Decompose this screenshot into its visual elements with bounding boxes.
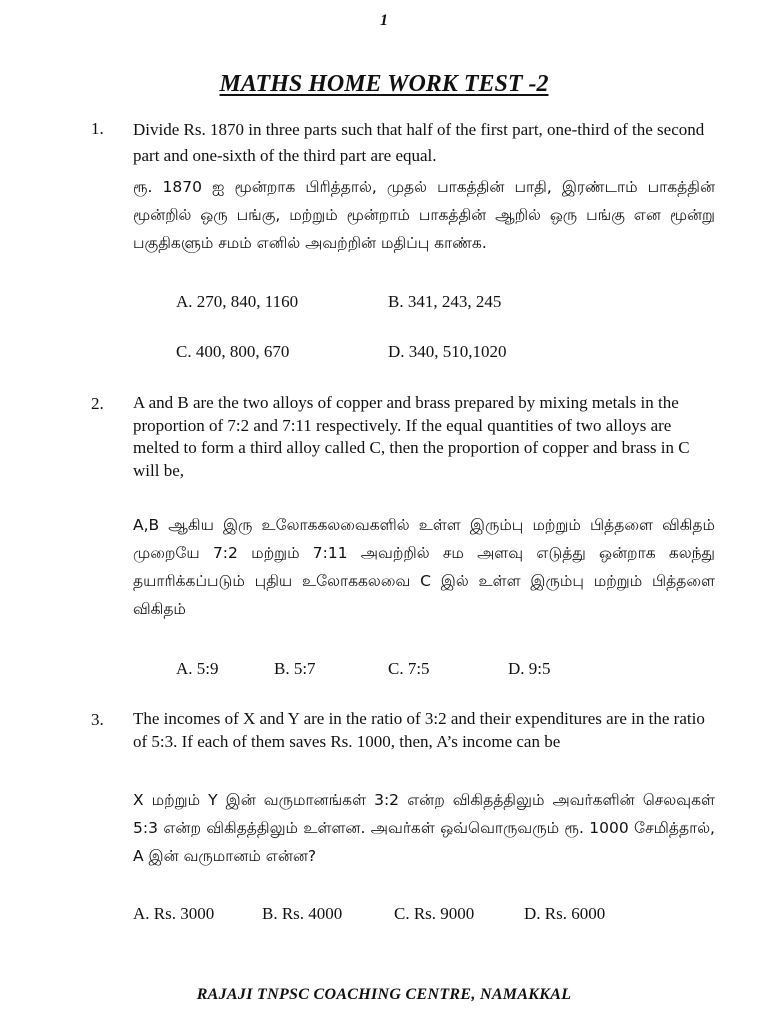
option-c: C. Rs. 9000	[394, 904, 475, 923]
question-english: The incomes of X and Y are in the ratio of 3:2 and their expenditures are in the ratio of 5:3. If each of them saves Rs. 1000, then, A’s income can be	[133, 709, 705, 751]
page-title: MATHS HOME WORK TEST -2	[219, 71, 549, 97]
option-d: D. 9:5	[508, 659, 551, 678]
option-a: A. Rs. 3000	[133, 904, 215, 923]
question-number: 2.	[91, 394, 104, 413]
option-a: A. 5:9	[176, 659, 219, 678]
question-english: A and B are the two alloys of copper and brass prepared by mixing metals in the proportion of 7:2 and 7:11 respectively. If the equal quantities of two alloys are melted to form a third alloy called C, then the proportion of copper and brass in C will be,	[133, 393, 690, 480]
question-tamil: A,B ஆகிய இரு உலோககலவைகளில் உள்ள இரும்பு மற்றும் பித்தளை விகிதம் முறையே 7:2 மற்றும் 7:11 அவற்றில் சம அளவு எடுத்து ஒன்றாக கலந்து தயாரிக்கப்படும் புதிய உலோககலவை C இல் உள்ள இரும்பு மற்றும் பித்தளை விகிதம்	[133, 516, 715, 618]
question-tamil: X மற்றும் Y இன் வருமானங்கள் 3:2 என்ற விகிதத்திலும் அவர்களின் செலவுகள் 5:3 என்ற விகிதத்திலும் உள்ளன. அவர்கள் ஒவ்வொருவரும் ரூ. 1000 சேமித்தால், A இன் வருமானம் என்ன?	[133, 791, 715, 865]
option-c: C. 7:5	[388, 659, 430, 678]
question-number: 1.	[91, 119, 104, 138]
option-c: C. 400, 800, 670	[176, 342, 290, 361]
option-b: B. 5:7	[274, 659, 316, 678]
option-b: B. 341, 243, 245	[388, 292, 502, 311]
option-b: B. Rs. 4000	[262, 904, 343, 923]
option-d: D. 340, 510,1020	[388, 342, 507, 361]
question-english: Divide Rs. 1870 in three parts such that half of the first part, one-third of the second part and one-sixth of the third part are equal.	[133, 120, 705, 165]
page-number: 1	[380, 12, 388, 29]
question-number: 3.	[91, 710, 104, 729]
option-a: A. 270, 840, 1160	[176, 292, 299, 311]
footer-institute: RAJAJI TNPSC COACHING CENTRE, NAMAKKAL	[196, 986, 572, 1003]
option-d: D. Rs. 6000	[524, 904, 606, 923]
question-tamil: ரூ. 1870 ஐ மூன்றாக பிரித்தால், முதல் பாகத்தின் பாதி, இரண்டாம் பாகத்தின் மூன்றில் ஒரு பங்கு, மற்றும் மூன்றாம் பாகத்தின் ஆறில் ஒரு பங்கு என மூன்று பகுதிகளும் சமம் எனில் அவற்றின் மதிப்பு காண்க.	[133, 178, 715, 252]
